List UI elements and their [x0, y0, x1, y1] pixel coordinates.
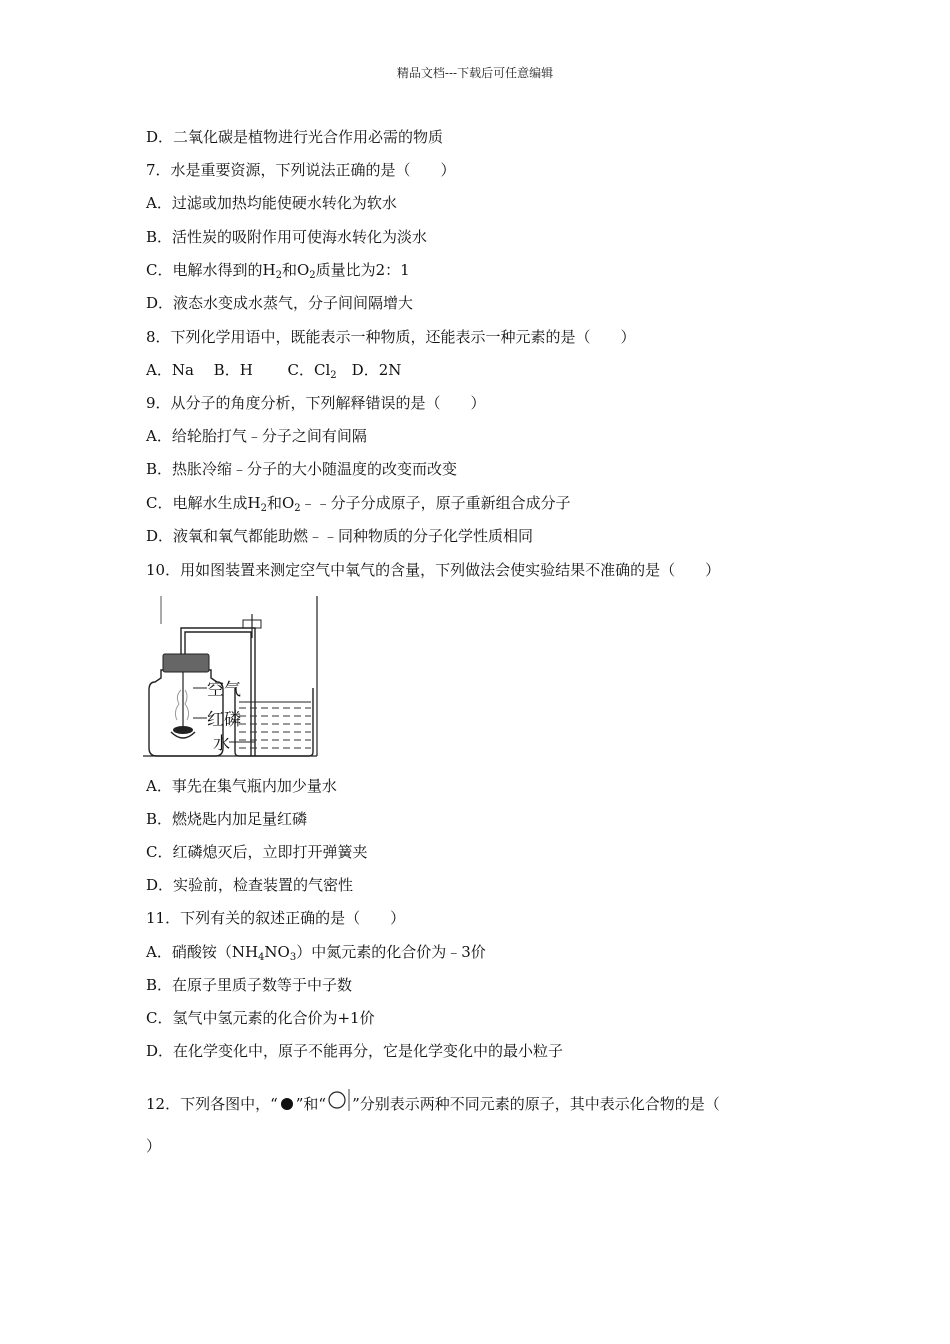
- white-atom-icon: [326, 1087, 352, 1113]
- q10-option-c: C．红磷熄灭后，立即打开弹簧夹: [146, 843, 368, 861]
- q7-option-c: C．电解水得到的$H_2$和$O_2$质量比为2：1: [146, 261, 410, 281]
- label-red-phosphorus: 红磷: [207, 710, 241, 730]
- q7-option-b: B．活性炭的吸附作用可使海水转化为淡水: [146, 228, 428, 246]
- q7-option-d: D．液态水变成水蒸气，分子间间隔增大: [146, 294, 414, 312]
- q9-option-c: C．电解水生成$H_2$和$O_2﹣﹣$分子分成原子，原子重新组合成分子: [146, 494, 571, 514]
- q10-option-a: A．事先在集气瓶内加少量水: [146, 777, 337, 795]
- q10-stem: 10．用如图装置来测定空气中氧气的含量，下列做法会使实验结果不准确的是（ ）: [146, 561, 721, 579]
- q9-stem: 9．从分子的角度分析，下列解释错误的是（ ）: [146, 394, 486, 412]
- q11-option-d: D．在化学变化中，原子不能再分，它是化学变化中的最小粒子: [146, 1042, 564, 1060]
- label-water: 水: [213, 734, 230, 754]
- page-header: 精品文档---下载后可任意编辑: [396, 66, 554, 80]
- q9-option-a: A．给轮胎打气﹣分子之间有间隔: [146, 427, 367, 445]
- q6-option-d: D．二氧化碳是植物进行光合作用必需的物质: [146, 128, 444, 146]
- stopper: [163, 654, 209, 672]
- oxygen-measurement-apparatus: [143, 596, 323, 758]
- q11-option-a: A．硝酸铵$(NH_4NO_3)$中氮元素的化合价为﹣3价: [146, 943, 486, 963]
- q11-option-b: B．在原子里质子数等于中子数: [146, 976, 353, 994]
- q12-stem: 12．下列各图中，“ ”和“ ”分别表示两种不同元素的原子，其中表示化合物的是（: [146, 1087, 720, 1114]
- q10-option-d: D．实验前，检查装置的气密性: [146, 876, 354, 894]
- q9-option-b: B．热胀冷缩﹣分子的大小随温度的改变而改变: [146, 460, 458, 478]
- q8-options: A．Na B．H C．$Cl_2$ D．2N: [146, 361, 402, 381]
- q9-option-d: D．液氧和氧气都能助燃﹣﹣同种物质的分子化学性质相同: [146, 527, 534, 545]
- q11-option-c: C．氢气中氢元素的化合价为+1价: [146, 1009, 375, 1027]
- q7-option-a: A．过滤或加热均能使硬水转化为软水: [146, 194, 397, 212]
- q11-stem: 11．下列有关的叙述正确的是（ ）: [146, 909, 406, 927]
- label-air: 空气: [207, 680, 241, 700]
- q8-stem: 8．下列化学用语中，既能表示一种物质，还能表示一种元素的是（ ）: [146, 328, 636, 346]
- q12-stem-end: ）: [146, 1137, 162, 1155]
- black-atom-icon: [278, 1095, 296, 1113]
- q7-stem: 7．水是重要资源，下列说法正确的是（ ）: [146, 161, 456, 179]
- beaker: [235, 688, 313, 756]
- q10-option-b: B．燃烧匙内加足量红磷: [146, 810, 308, 828]
